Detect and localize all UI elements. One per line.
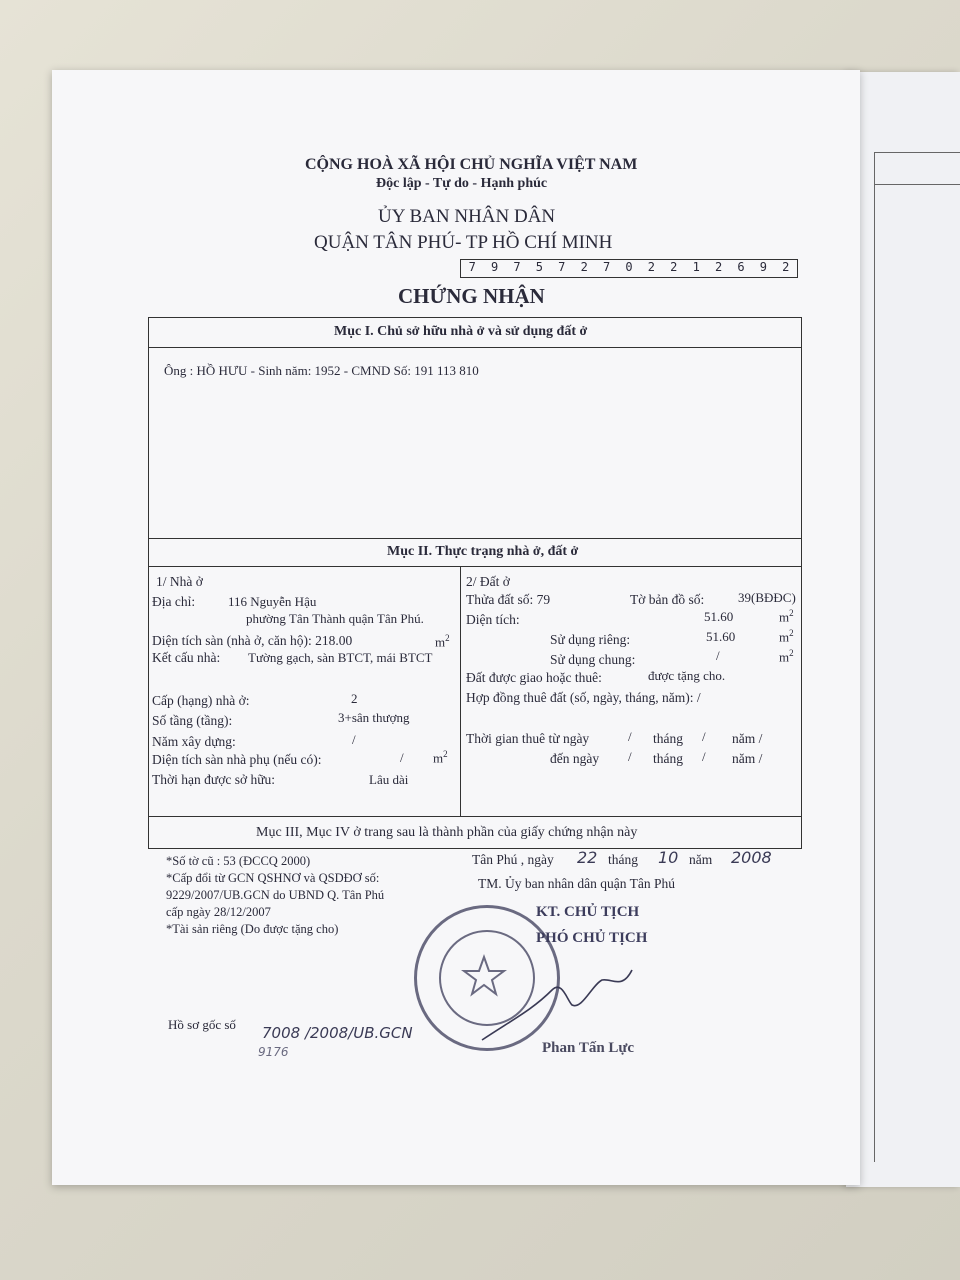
- date-place: Tân Phú , ngày: [472, 852, 554, 867]
- aux-area-value: /: [400, 750, 404, 765]
- section3-note: Mục III, Mục IV ở trang sau là thành phần của giấy chứng nhận này: [256, 825, 638, 840]
- serial-digit: 9: [490, 260, 499, 274]
- date-year: 2008: [731, 848, 772, 867]
- floor-area-unit: $m^2$: [435, 633, 450, 650]
- allocation-value: được tặng cho.: [648, 668, 726, 683]
- lease-to-month: /: [702, 749, 706, 764]
- next-page-border: [874, 152, 875, 1162]
- serial-digit: 7: [558, 260, 566, 274]
- private-use-unit: $m^2$: [779, 628, 794, 645]
- serial-digit: 1: [692, 260, 700, 274]
- structure-label: Kết cấu nhà:: [152, 650, 221, 665]
- lease-from-label: Thời gian thuê từ ngày: [466, 731, 590, 746]
- signer-name: Phan Tấn Lực: [542, 1040, 635, 1056]
- lease-from-month-label: tháng: [653, 731, 683, 746]
- council-heading: ỦY BAN NHÂN DÂN: [378, 206, 556, 227]
- column-divider: [460, 566, 461, 816]
- date-day: 22: [577, 848, 598, 867]
- lease-to-month-label: tháng: [653, 751, 683, 766]
- floors-value: 3+sân thượng: [338, 710, 410, 725]
- structure-value: Tường gạch, sàn BTCT, mái BTCT: [248, 650, 433, 665]
- next-page-rule: [874, 152, 960, 153]
- section1-heading: Mục I. Chủ sở hữu nhà ở và sử dụng đất ở: [334, 324, 588, 339]
- note-line: 9229/2007/UB.GCN do UBND Q. Tân Phú: [166, 888, 385, 902]
- serial-digit: 2: [580, 260, 588, 274]
- grade-label: Cấp (hạng) nhà ở:: [152, 693, 250, 708]
- shared-use-label: Sử dụng chung:: [550, 652, 636, 667]
- allocation-label: Đất được giao hoặc thuê:: [466, 670, 602, 685]
- file-number: 7008 /2008/UB.GCN: [262, 1024, 413, 1042]
- parcel-number: Thửa đất số: 79: [466, 592, 551, 607]
- ownership-term-value: Lâu dài: [369, 772, 409, 787]
- note-line: *Cấp đổi từ GCN QSHNƠ và QSDĐƠ số:: [166, 871, 380, 885]
- divider: [148, 347, 801, 348]
- land-area-unit: $m^2$: [779, 608, 794, 625]
- year-built-label: Năm xây dựng:: [152, 734, 236, 749]
- district-heading: QUẬN TÂN PHÚ- TP HỒ CHÍ MINH: [314, 232, 613, 253]
- owner-line: Ông : HỒ HƯU - Sinh năm: 1952 - CMND Số: 191 113 810: [164, 363, 479, 378]
- address-line2: phường Tân Thành quận Tân Phú.: [246, 611, 424, 626]
- aux-area-unit: $m^2$: [433, 749, 448, 766]
- private-use-value: 51.60: [706, 629, 736, 644]
- republic-heading: CỘNG HOÀ XÃ HỘI CHỦ NGHĨA VIỆT NAM: [305, 156, 638, 173]
- serial-digit: 2: [782, 260, 790, 274]
- note-line: cấp ngày 28/12/2007: [166, 905, 271, 919]
- signature: [472, 950, 672, 1050]
- authority: TM. Ủy ban nhân dân quận Tân Phú: [478, 876, 675, 891]
- grade-value: 2: [351, 691, 358, 706]
- file-extra: 9176: [258, 1045, 289, 1059]
- lease-to-label: đến ngày: [550, 751, 600, 766]
- next-page-rule: [874, 184, 960, 185]
- serial-digit: 5: [535, 260, 543, 274]
- serial-digit: 2: [647, 260, 655, 274]
- house-label: 1/ Nhà ở: [156, 574, 203, 589]
- lease-contract-label: Hợp đồng thuê đất (số, ngày, tháng, năm): /: [466, 690, 701, 705]
- address-label: Địa chỉ:: [152, 594, 196, 609]
- divider: [148, 566, 801, 567]
- note-line: *Tài sản riêng (Do được tặng cho): [166, 922, 339, 936]
- shared-use-value: /: [716, 648, 720, 663]
- year-built-value: /: [352, 732, 356, 747]
- serial-number-box: [460, 259, 798, 278]
- date-year-label: năm: [689, 852, 713, 867]
- floor-area: Diện tích sàn (nhà ở, căn hộ): 218.00: [152, 633, 353, 648]
- note-line: *Số tờ cũ : 53 (ĐCCQ 2000): [166, 854, 311, 868]
- map-sheet-value: 39(BĐĐC): [738, 590, 796, 605]
- map-sheet-label: Tờ bản đồ số:: [630, 592, 705, 607]
- date-month: 10: [658, 848, 679, 867]
- serial-digit: 0: [625, 260, 633, 274]
- certificate-title: CHỨNG NHẬN: [398, 284, 545, 308]
- lease-to-day: /: [628, 749, 632, 764]
- file-number-label: Hồ sơ gốc số: [168, 1017, 236, 1032]
- lease-to-year: năm /: [732, 751, 763, 766]
- lease-from-year: năm /: [732, 731, 763, 746]
- ownership-term-label: Thời hạn được sở hữu:: [152, 772, 276, 787]
- serial-digit: 9: [759, 260, 767, 274]
- shared-use-unit: $m^2$: [779, 648, 794, 665]
- divider: [148, 538, 801, 539]
- land-label: 2/ Đất ở: [466, 574, 510, 589]
- next-page-edge: [846, 72, 960, 1187]
- serial-digit: 7: [468, 260, 476, 274]
- serial-digit: 7: [602, 260, 611, 274]
- lease-from-day: /: [628, 729, 632, 744]
- serial-digit: 7: [513, 260, 521, 274]
- land-area-label: Diện tích:: [466, 612, 520, 627]
- serial-digit: 2: [714, 260, 723, 274]
- divider: [148, 816, 801, 817]
- sign-title-2: PHÓ CHỦ TỊCH: [536, 930, 648, 946]
- private-use-label: Sử dụng riêng:: [550, 632, 631, 647]
- lease-from-month: /: [702, 729, 706, 744]
- land-area-value: 51.60: [704, 609, 734, 624]
- serial-digit: 2: [670, 260, 678, 274]
- floors-label: Số tầng (tầng):: [152, 713, 233, 728]
- sign-title-1: KT. CHỦ TỊCH: [536, 904, 640, 920]
- aux-area-label: Diện tích sàn nhà phụ (nếu có):: [152, 752, 322, 767]
- serial-digit: 6: [737, 260, 745, 274]
- address-line1: 116 Nguyễn Hậu: [228, 594, 317, 609]
- date-month-label: tháng: [608, 852, 638, 867]
- motto: Độc lập - Tự do - Hạnh phúc: [376, 176, 548, 191]
- certificate-page: [52, 70, 860, 1185]
- section2-heading: Mục II. Thực trạng nhà ở, đất ở: [387, 544, 579, 559]
